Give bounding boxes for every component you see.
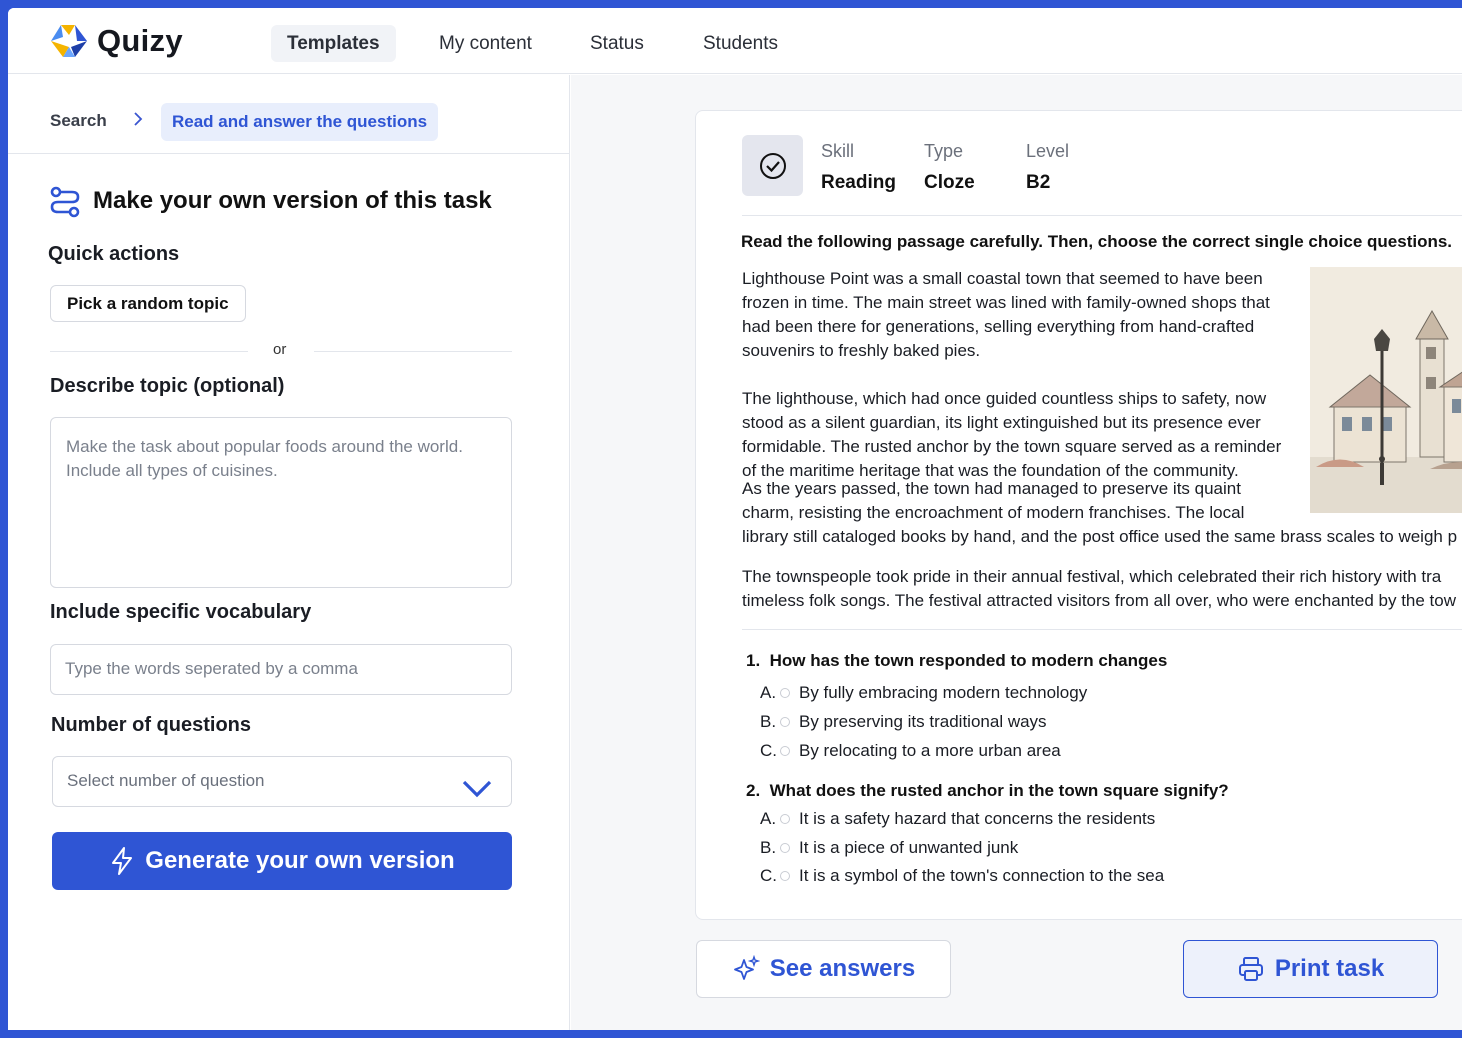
radio-button[interactable] — [780, 717, 790, 727]
printer-icon — [1237, 955, 1265, 983]
vocabulary-label: Include specific vocabulary — [50, 601, 312, 623]
vocabulary-input[interactable]: Type the words seperated by a comma — [50, 644, 512, 695]
answer-option[interactable]: B. It is a piece of unwanted junk — [760, 838, 1019, 857]
passage-paragraph: The lighthouse, which had once guided countless ships to safety, now stood as a silent guardian, its light extinguished but its presence ever formidable. The rusted anchor by the town square served as a reminder of the maritime heritage that was the foundation of the community. — [742, 389, 1282, 480]
preview-panel — [571, 75, 1462, 1030]
skill-label: Skill — [821, 141, 855, 161]
tab-my-content[interactable]: My content — [439, 33, 532, 54]
answer-option[interactable]: C. By relocating to a more urban area — [760, 741, 1061, 760]
generate-button-label: Generate your own version — [145, 847, 455, 874]
route-icon — [48, 185, 82, 219]
tab-status[interactable]: Status — [590, 33, 644, 54]
radio-button[interactable] — [780, 843, 790, 853]
print-task-button[interactable] — [1183, 940, 1438, 998]
app-name: Quizy — [97, 23, 183, 58]
see-answers-label: See answers — [769, 955, 916, 982]
type-value: Cloze — [924, 172, 975, 193]
form-title: Make your own version of this task — [93, 187, 492, 214]
number-of-questions-label: Number of questions — [51, 714, 252, 736]
answer-option[interactable]: A. It is a safety hazard that concerns the residents — [760, 809, 1156, 828]
describe-topic-textarea[interactable]: Make the task about popular foods around the world. Include all types of cuisines. — [50, 417, 512, 588]
lightning-icon — [109, 846, 135, 876]
radio-button[interactable] — [780, 746, 790, 756]
sparkles-icon — [732, 955, 760, 983]
level-value: B2 — [1026, 172, 1051, 193]
random-topic-button[interactable]: Pick a random topic — [50, 285, 246, 322]
breadcrumb — [8, 75, 570, 154]
quick-actions-label: Quick actions — [48, 243, 180, 265]
radio-button[interactable] — [780, 871, 790, 881]
left-panel — [8, 75, 570, 1030]
tab-students[interactable]: Students — [703, 33, 778, 54]
tab-templates[interactable]: Templates — [271, 25, 396, 62]
divider — [50, 351, 248, 352]
question-1: 1. How has the town responded to modern changes — [746, 651, 1168, 670]
divider — [742, 629, 1462, 630]
town-illustration — [1310, 267, 1462, 513]
select-placeholder: Select number of question — [67, 771, 265, 790]
quizy-logo-icon — [49, 23, 89, 59]
level-label: Level — [1026, 141, 1070, 161]
see-answers-button[interactable] — [696, 940, 951, 998]
breadcrumb-search[interactable]: Search — [50, 111, 107, 130]
breadcrumb-current[interactable]: Read and answer the questions — [161, 103, 438, 141]
top-navigation — [8, 8, 1462, 74]
divider — [314, 351, 512, 352]
answer-option[interactable]: B. By preserving its traditional ways — [760, 712, 1047, 731]
print-task-label: Print task — [1274, 955, 1385, 982]
check-circle-icon — [742, 135, 803, 196]
answer-option[interactable]: A. By fully embracing modern technology — [760, 683, 1088, 702]
passage-paragraph: As the years passed, the town had managed to preserve its quaint charm, resisting the encroachment of modern franchises. The local library still cataloged books by hand, and the post office used the same brass scales to weigh p — [742, 479, 1458, 546]
radio-button[interactable] — [780, 814, 790, 824]
answer-option[interactable]: C. It is a symbol of the town's connection to the sea — [760, 866, 1165, 885]
question-2: 2. What does the rusted anchor in the town square signify? — [746, 781, 1229, 800]
task-instructions: Read the following passage carefully. Then, choose the correct single choice questions. — [741, 232, 1453, 251]
generate-button[interactable] — [52, 832, 512, 890]
type-label: Type — [924, 141, 964, 161]
number-of-questions-select[interactable] — [52, 756, 512, 807]
divider — [742, 215, 1462, 216]
chevron-right-icon — [132, 111, 144, 132]
skill-value: Reading — [821, 172, 896, 193]
logo[interactable] — [49, 23, 183, 59]
app-window — [8, 8, 1462, 1030]
radio-button[interactable] — [780, 688, 790, 698]
chevron-down-icon — [461, 771, 493, 793]
task-card — [695, 110, 1462, 920]
passage-paragraph: Lighthouse Point was a small coastal town that seemed to have been frozen in time. The main street was lined with family-owned shops that had been there for generations, selling everything from hand-crafted souvenirs to freshly baked pies. — [742, 269, 1270, 360]
or-text: or — [273, 341, 287, 358]
passage-paragraph: The townspeople took pride in their annual festival, which celebrated their rich history with tra timeless folk songs. The festival attracted visitors from all over, who were enchanted by the tow — [742, 567, 1457, 610]
describe-topic-label: Describe topic (optional) — [50, 375, 285, 397]
